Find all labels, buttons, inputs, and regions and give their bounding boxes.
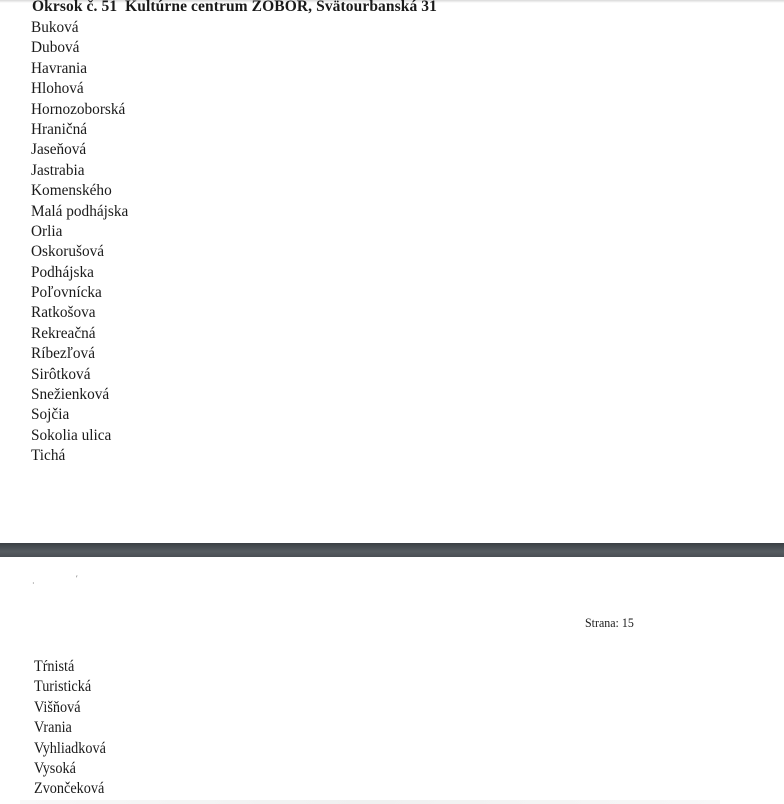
street-item: Havrania bbox=[31, 59, 88, 77]
street-item: Snežienková bbox=[31, 386, 110, 404]
street-item: Višňová bbox=[34, 698, 81, 716]
street-item: Dubová bbox=[31, 39, 80, 57]
street-item: Podhájska bbox=[31, 263, 94, 281]
street-item: Tŕnistá bbox=[34, 658, 75, 675]
street-item: Malá podhájska bbox=[31, 202, 129, 220]
scan-dot: · bbox=[32, 579, 35, 588]
street-item: Sojčia bbox=[31, 406, 70, 424]
street-item: Zvončeková bbox=[34, 780, 105, 798]
page-number: Strana: 15 bbox=[585, 615, 634, 630]
street-item: Jastrabia bbox=[31, 161, 85, 179]
street-item: Ratkošova bbox=[31, 304, 96, 322]
street-item: Turistická bbox=[34, 678, 92, 696]
street-item: Ríbezľová bbox=[31, 345, 95, 363]
street-list-page-2 bbox=[34, 657, 111, 800]
street-item: Hraničná bbox=[31, 120, 88, 138]
street-item: Vysoká bbox=[34, 759, 76, 777]
street-item: Orlia bbox=[31, 222, 63, 240]
street-item: Oskorušová bbox=[31, 243, 105, 261]
scan-artifact bbox=[20, 800, 720, 804]
page-separator bbox=[0, 543, 784, 557]
document-page-2 bbox=[0, 557, 784, 804]
street-item: Vrania bbox=[34, 719, 72, 737]
street-item: Sokolia ulica bbox=[31, 426, 112, 444]
street-item: Buková bbox=[31, 19, 79, 36]
street-item: Rekreačná bbox=[31, 324, 96, 342]
street-item: Sirôtková bbox=[31, 365, 91, 383]
street-item: Vyhliadková bbox=[34, 739, 106, 757]
street-item: Jaseňová bbox=[31, 141, 87, 159]
street-item: Hornozoborská bbox=[31, 100, 126, 118]
precinct-header: Okrsok č. 51 Kultúrne centrum ZOBOR, Svätourbanská 31 bbox=[32, 0, 437, 15]
street-item: Poľovnícka bbox=[31, 284, 102, 302]
scan-dot: ʹ bbox=[76, 574, 78, 583]
street-item: Komenského bbox=[31, 182, 112, 200]
street-item: Tichá bbox=[31, 447, 66, 465]
street-item: Hlohová bbox=[31, 80, 84, 98]
street-list-page-1 bbox=[31, 18, 128, 467]
